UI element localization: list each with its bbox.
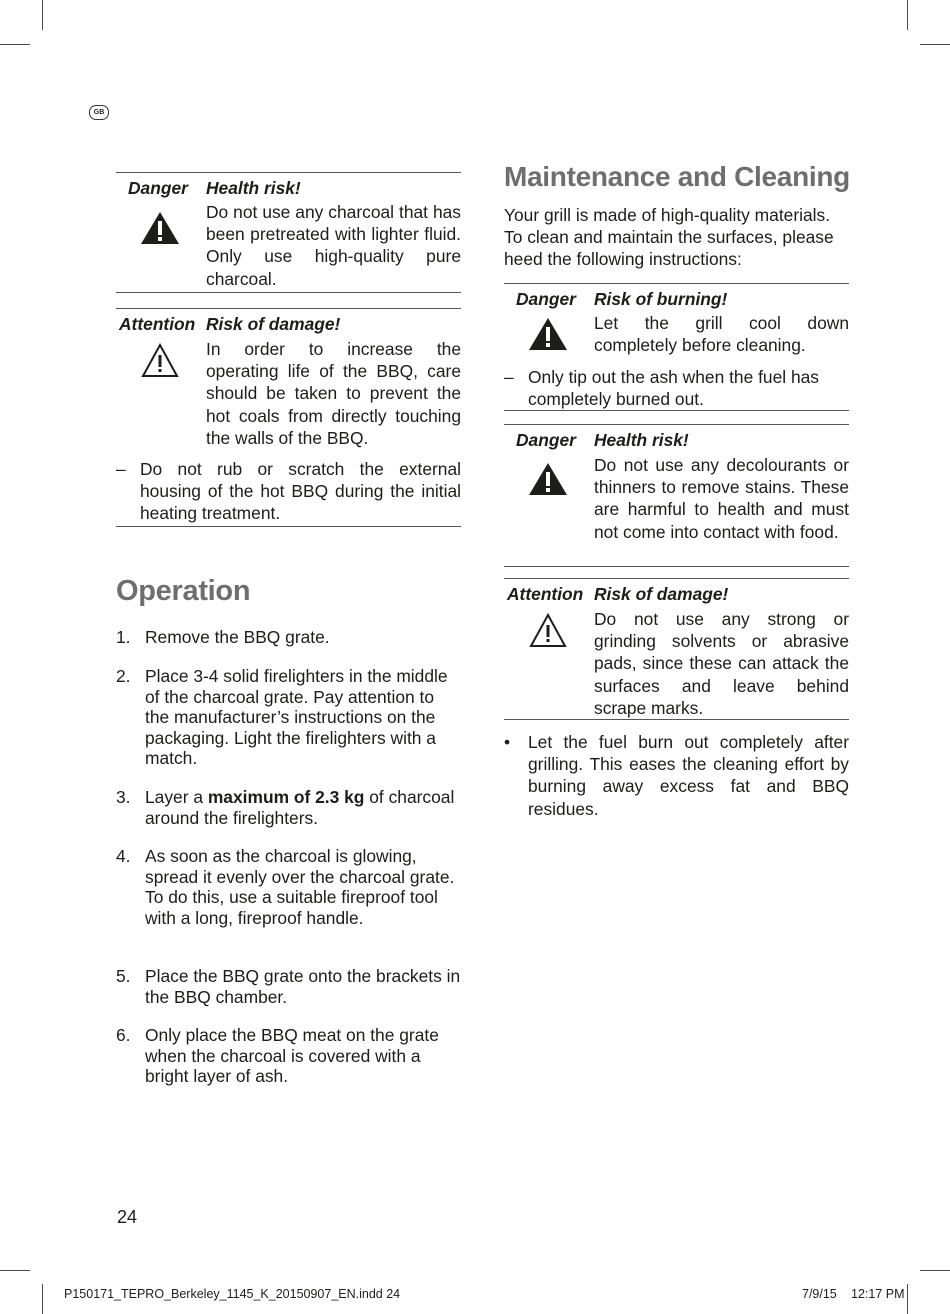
warning-title: Health risk! [594,430,689,450]
danger-triangle-icon [528,462,568,496]
print-footer-date: 7/9/15 [802,1287,837,1301]
section-heading-operation: Operation [116,575,251,607]
warning-text: In order to increase the operating life of the BBQ, care should be taken to prevent the hot coals from directly touching the walls of the BBQ. [206,339,461,448]
divider [504,719,849,720]
step-text: Remove the BBQ grate. [145,627,330,647]
bullet-item-text: Let the fuel burn out completely after grilling. This eases the cleaning effort by burning away excess fat and BBQ residues. [528,732,849,819]
warning-text: Do not use any strong or grinding solvents or abrasive pads, since these can attack the surfaces and leave behind scrape marks. [594,609,849,718]
step-text: Only place the BBQ meat on the grate when the charcoal is covered with a bright layer of ash. [145,1025,439,1087]
divider [504,410,849,411]
step-number: 5. [116,966,131,986]
step-text-bold: maximum of 2.3 kg [207,787,365,807]
step-number: 4. [116,846,131,866]
section-heading-maintenance: Maintenance and Cleaning [504,161,850,192]
step-text: Place the BBQ grate onto the brackets in the BBQ chamber. [145,966,461,1007]
divider [504,283,849,284]
warning-title: Risk of damage! [206,314,341,334]
warning-text: Let the grill cool down completely before cleaning. [594,313,849,356]
print-footer-time: 12:17 PM [851,1287,905,1301]
warning-type-label: Danger [516,289,576,309]
danger-triangle-icon [528,317,568,351]
dash-item-text: Only tip out the ash when the fuel has completely burned out. [528,367,819,410]
step-number: 6. [116,1025,131,1045]
warning-type-label: Attention [119,314,196,334]
page-number: 24 [117,1207,138,1227]
step-number: 2. [116,666,131,686]
warning-type-label: Danger [516,430,576,450]
language-badge: GB [89,105,109,120]
warning-title: Risk of damage! [594,584,729,604]
dash-item-text: Do not rub or scratch the external housing of the hot BBQ during the initial heating treatment. [140,459,461,524]
bullet-list-item [504,731,849,820]
step-text-after: of charcoal around the firelighters. [145,787,455,828]
divider [504,424,849,425]
attention-triangle-icon [529,613,567,648]
warning-text: Do not use any decolourants or thinners to remove stains. These are harmful to health and must not come into contact with food. [594,455,849,542]
divider [504,566,849,567]
warning-title: Risk of burning! [594,289,728,309]
dash-list-item [504,366,849,410]
step-number: 3. [116,787,131,807]
step-text: As soon as the charcoal is glowing, spread it evenly over the charcoal grate. To do this, use a suitable fireproof tool with a long, fireproof handle. [145,846,455,928]
warning-type-label: Attention [507,584,584,604]
print-footer-file: P150171_TEPRO_Berkeley_1145_K_20150907_EN.indd 24 [64,1287,401,1301]
dash-mark: – [504,367,514,387]
warning-type-label: Danger [128,178,188,198]
warning-text: Do not use any charcoal that has been pretreated with lighter fluid. Only use high-quality pure charcoal. [206,202,461,289]
intro-text: Your grill is made of high-quality materials. To clean and maintain the surfaces, please heed the following instructions: [504,205,834,270]
step-number: 1. [116,627,131,647]
dash-mark: – [116,459,126,479]
step-text-before: Layer a [145,787,208,807]
divider [504,578,849,579]
bullet-mark: • [504,732,511,752]
step-text: Place 3-4 solid firelighters in the middle of the charcoal grate. Pay attention to the manufacturer’s instructions on the packaging. Light the firelighters with a match. [145,666,448,769]
warning-title: Health risk! [206,178,301,198]
